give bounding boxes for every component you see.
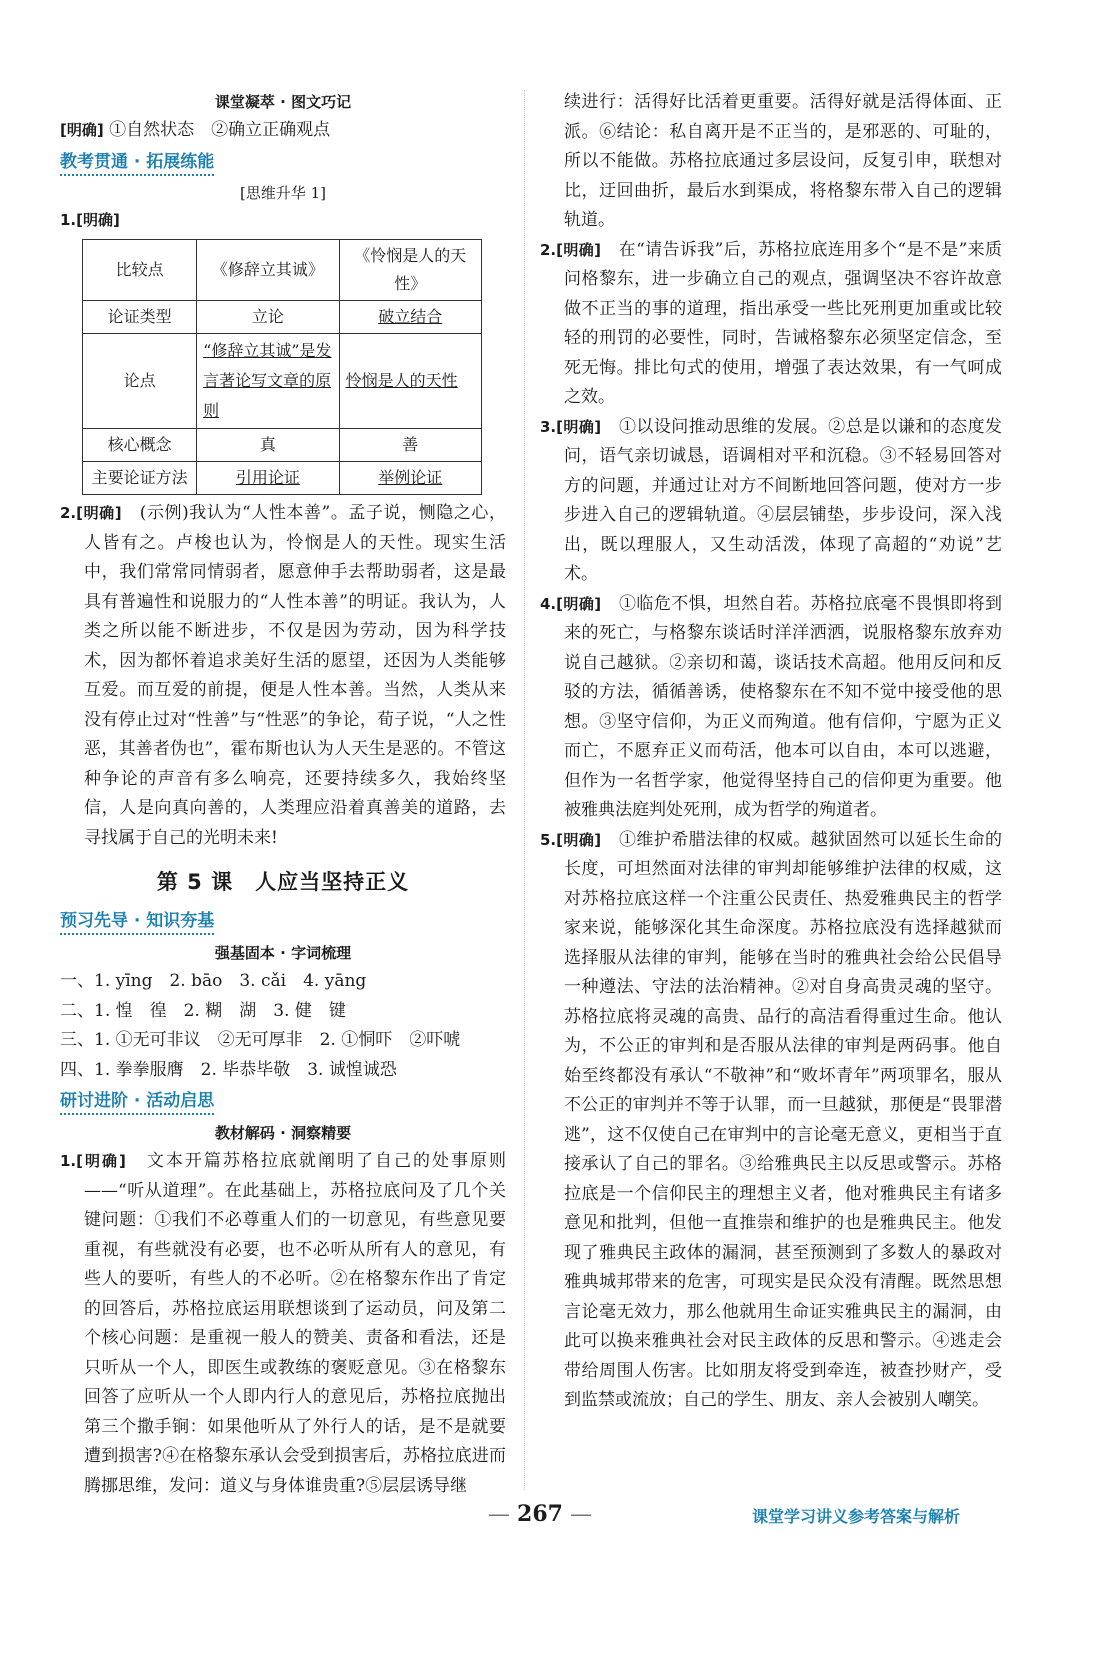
section-heading-yantao: 研讨进阶 · 活动启思 (60, 1089, 214, 1115)
answer-tag: [明确] (556, 240, 601, 259)
question-number: 5. (540, 830, 557, 849)
table-row (83, 429, 482, 462)
section-title-ketang: 课堂凝萃 · 图文巧记 (214, 93, 352, 111)
zici-row-3: 三、1. ①无可非议 ②无可厚非 2. ①恫吓 ②吓唬 (60, 1030, 461, 1050)
table-cell (339, 334, 481, 429)
zici-row-4: 四、1. 拳拳服膺 2. 毕恭毕敬 3. 诚惶诚恐 (60, 1059, 397, 1080)
table-cell (197, 334, 339, 429)
table-cell: 论证类型 (83, 301, 197, 334)
section-title-jiaocai: 教材解码 · 洞察精要 (214, 1124, 352, 1142)
table-cell (339, 301, 481, 334)
table-cell: 《怜悯是人的天性》 (339, 240, 481, 301)
table-cell: 核心概念 (83, 429, 197, 462)
underlined-text: “修辞立其诚”是发言著论写文章的原则 (203, 341, 332, 420)
section-heading-yuxi: 预习先导 · 知识夯基 (60, 909, 214, 935)
table-row (83, 462, 482, 495)
table-cell: 《修辞立其诚》 (197, 240, 339, 301)
underlined-text: 怜悯是人的天性 (345, 371, 458, 390)
table-cell (339, 462, 481, 495)
reading-answer-1 (60, 1147, 506, 1501)
section-title-qiangji: 强基固本 · 字词梳理 (214, 944, 352, 962)
right-column (540, 88, 1002, 1416)
column-divider (524, 90, 526, 1490)
table-cell: 真 (197, 429, 339, 462)
answer-text: ①临危不惧，坦然自若。苏格拉底毫不畏惧即将到来的死亡，与格黎东谈话时洋洋洒洒，说服格黎东放弃劝说自己越狱。②亲切和蔼，谈话技术高超。他用反问和反驳的方法，循循善诱，使格黎东在不知不觉中接受他的思想。③坚守信仰，为正义而殉道。他有信仰，宁愿为正义而亡，不愿弃正义而苟活，他本可以自由，本可以逃避，但作为一名哲学家，他觉得坚持自己的信仰更为重要。他被雅典法庭判处死刑，成为哲学的殉道者。 (564, 593, 1002, 820)
table-row (83, 334, 482, 429)
answer-text: 在“请告诉我”后，苏格拉底连用多个“是不是”来质问格黎东，进一步确立自己的观点，强调坚决不容许故意做不正当的事的道理，指出承受一些比死刑更加重或比较轻的刑罚的必要性，同时，告诫格黎东必须坚定信念，至死无悔。排比句式的使用，增强了表达效果，有一气呵成之效。 (564, 239, 1003, 407)
answer-tag: [明确] (76, 210, 120, 229)
answer-tag: [明确] (76, 1152, 126, 1170)
section-heading-jiaokao: 教考贯通 · 拓展练能 (60, 150, 214, 176)
table-cell: 立论 (197, 301, 339, 334)
lesson-title: 第 5 课 人应当坚持正义 (156, 870, 410, 894)
zici-row-1: 一、1. yīng 2. bāo 3. cǎi 4. yāng (60, 971, 367, 991)
table-cell: 主要论证方法 (83, 462, 197, 495)
answer-text: ①自然状态 ②确立正确观点 (109, 120, 331, 140)
question-number: 2. (540, 240, 557, 259)
question-number: 3. (540, 417, 557, 436)
answer-tag: [明确] (556, 830, 602, 849)
page-number-value: 267 (517, 1501, 563, 1527)
answer-tag: [明确] (60, 121, 104, 139)
question-number: 2. (60, 504, 77, 522)
question-number: 1. (60, 210, 77, 229)
question-1-label (60, 206, 506, 236)
table-cell: 论点 (83, 334, 197, 429)
question-number: 1. (60, 1152, 77, 1170)
table-row (83, 301, 482, 334)
reading-answer-2 (540, 236, 1002, 413)
left-column (60, 88, 506, 1501)
answer-tag: [明确] (556, 594, 602, 613)
question-number: 4. (540, 594, 557, 613)
reading-answer-5 (540, 826, 1002, 1416)
table-row (83, 240, 482, 301)
footer-title: 课堂学习讲义参考答案与解析 (751, 1507, 960, 1526)
question-2-answer (60, 499, 506, 853)
underlined-text: 举例论证 (378, 468, 443, 487)
answer-tag: [明确] (76, 504, 122, 522)
zici-row-2: 二、1. 惶 徨 2. 糊 湖 3. 健 键 (60, 1000, 346, 1021)
table-cell: 善 (339, 429, 481, 462)
table-cell: 比较点 (83, 240, 197, 301)
answer-text: ①以设问推动思维的发展。②总是以谦和的态度发问，语气亲切诚恳，语调相对平和沉稳。③不轻易回答对方的问题，并通过让对方不间断地回答问题，使对方一步步进入自己的逻辑轨道。④层层铺垫，步步设问，深入浅出，既以理服人，又生动活泼，体现了高超的“劝说”艺术。 (564, 416, 1002, 584)
answer-text: ①维护希腊法律的权威。越狱固然可以延长生命的长度，可坦然面对法律的审判却能够维护法律的权威，这对苏格拉底这样一个注重公民责任、热爱雅典民主的哲学家来说，能够深化其生命深度。苏格拉底没有选择越狱而选择服从法律的审判，能够在当时的雅典社会给公民倡导一种遵法、守法的法治精神。②对自身高贵灵魂的坚守。苏格拉底将灵魂的高贵、品行的高洁看得重过生命。他认为，不公正的审判和是否服从法律的审判是两码事。他自始至终都没有承认“不敬神”和“败坏青年”两项罪名，服从不公正的审判并不等于认罪，而一旦越狱，那便是“畏罪潜逃”，这不仅使自己在审判中的言论毫无意义，更相当于直接承认了自己的罪名。③给雅典民主以反思或警示。苏格拉底是一个信仰民主的理想主义者，他对雅典民主有诸多意见和批判，但他一直推崇和维护的也是雅典民主。他发现了雅典民主政体的漏洞，甚至预测到了多数人的暴政对雅典城邦带来的危害，可现实是民众没有清醒。既然思想言论毫无效力，那么他就用生命证实雅典民主的漏洞，由此可以换来雅典社会对民主政体的反思和警示。④逃走会带给周围人伤害。比如朋友将受到牵连，被查抄财产，受到监禁或流放；自己的学生、朋友、亲人会被别人嘲笑。 (564, 829, 1002, 1410)
underlined-text: 引用论证 (235, 468, 300, 487)
comparison-table (82, 239, 482, 495)
answer-tag: [明确] (556, 417, 602, 436)
reading-answer-3 (540, 413, 1002, 590)
answer-text: 文本开篇苏格拉底就阐明了自己的处事原则——“听从道理”。在此基础上，苏格拉底问及了几个关键问题：①我们不必尊重人们的一切意见，有些意见要重视，有些就没有必要，也不必听从所有人的意见，有些人的要听，有些人的不必听。②在格黎东作出了肯定的回答后，苏格拉底运用联想谈到了运动员，问及第二个核心问题：是重视一般人的赞美、责备和看法，还是只听从一个人，即医生或教练的褒贬意见。③在格黎东回答了应听从一个人即内行人的意见后，苏格拉底抛出第三个撒手锏：如果他听从了外行人的话，是不是就要遭到损害?④在格黎东承认会受到损害后，苏格拉底进而腾挪思维，发问：道义与身体谁贵重?⑤层层诱导继 (84, 1151, 506, 1496)
underlined-text: 破立结合 (378, 307, 443, 326)
siwei-title: [思维升华 1] (239, 183, 327, 202)
reading-answer-4 (540, 590, 1002, 826)
table-cell (197, 462, 339, 495)
reading-answer-1-continued: 续进行：活得好比活着更重要。活得好就是活得体面、正派。⑥结论：私自离开是不正当的，是邪恶的、可耻的，所以不能做。苏格拉底通过多层设问，反复引申，联想对比，迂回曲折，最后水到渠成，将格黎东带入自己的逻辑轨道。 (564, 92, 1002, 230)
answer-text: (示例)我认为“人性本善”。孟子说，恻隐之心，人皆有之。卢梭也认为，怜悯是人的天性。现实生活中，我们常常同情弱者，愿意伸手去帮助弱者，这是最具有普遍性和说服力的“人性本善”的明证。我认为，人类之所以能不断进步，不仅是因为劳动，因为科学技术，因为都怀着追求美好生活的愿望，还因为人类能够互爱。而互爱的前提，便是人性本善。当然，人类从来没有停止过对“性善”与“性恶”的争论，荀子说，“人之性恶，其善者伪也”，霍布斯也认为人天生是恶的。不管这种争论的声音有多么响亮，还要持续多久，我始终坚信，人是向真向善的，人类理应沿着真善美的道路，去寻找属于自己的光明未来! (84, 503, 506, 848)
answer-mingque-1 (60, 116, 506, 146)
page-number: — 267 — (488, 1501, 592, 1527)
